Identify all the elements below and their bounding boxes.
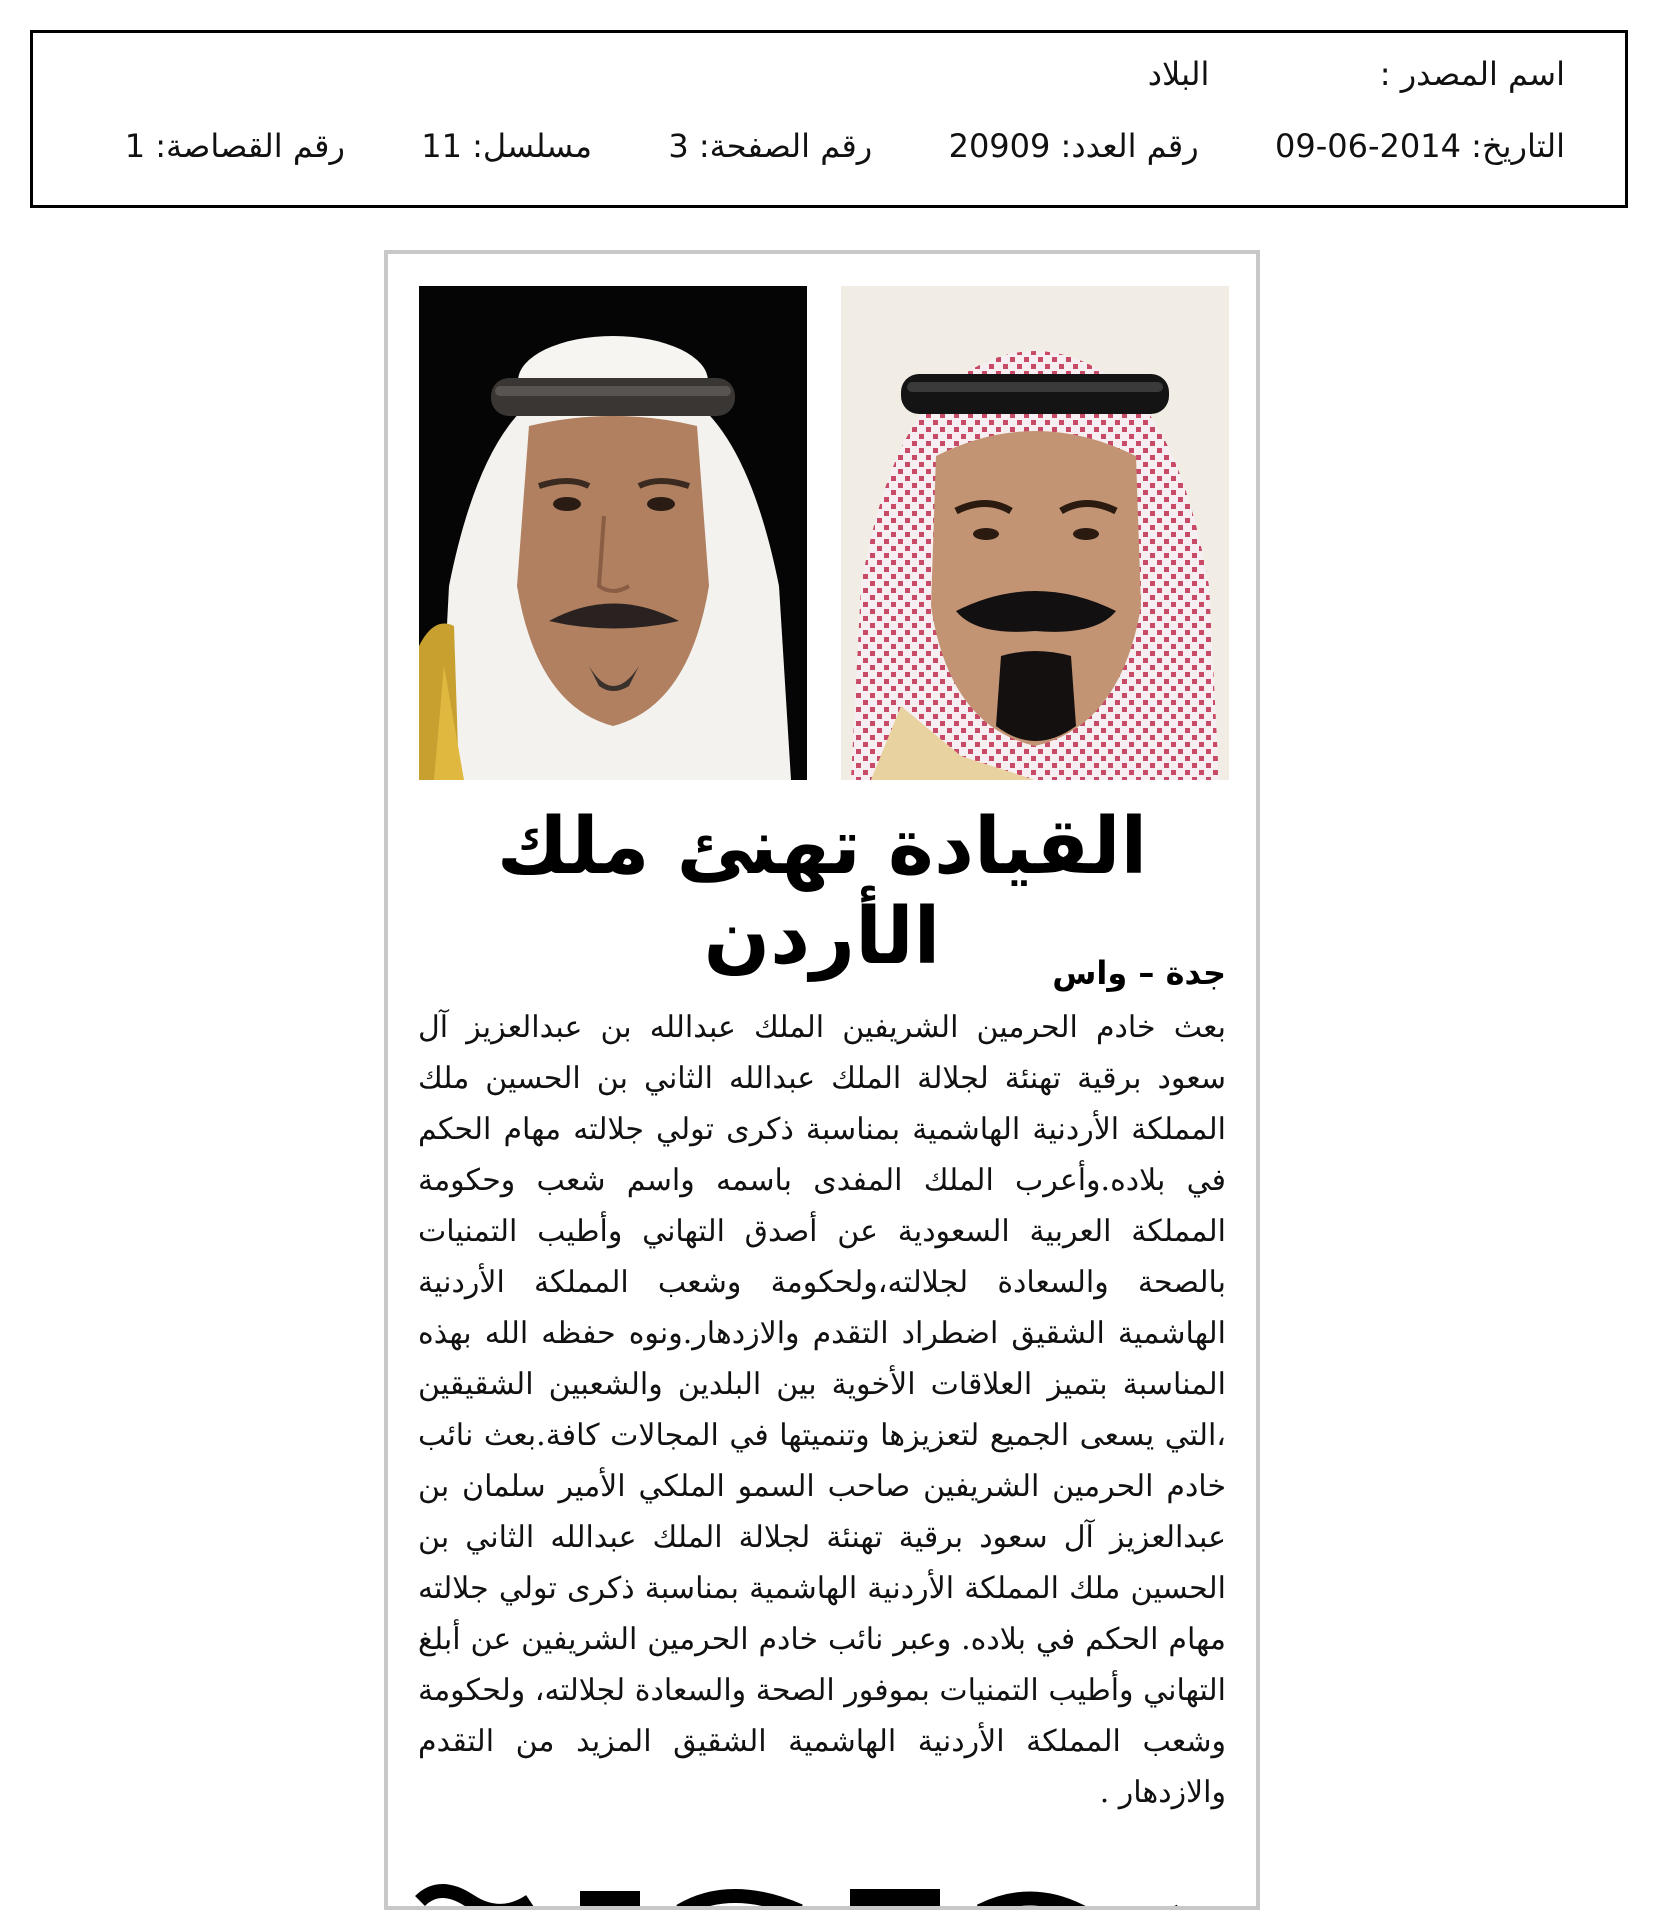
article-headline: القيادة تهنئ ملك الأردن xyxy=(496,802,1148,982)
serial-field: مسلسل: 11 xyxy=(421,127,592,165)
source-label: اسم المصدر : xyxy=(1379,55,1565,93)
date-field: التاريخ: 2014-06-09 xyxy=(1275,127,1565,165)
clipping-metadata-box xyxy=(30,30,1628,208)
source-value: البلاد xyxy=(1147,55,1210,93)
newspaper-clipping xyxy=(384,250,1260,1910)
portrait-photo-right xyxy=(841,286,1229,780)
article-body: بعث خادم الحرمين الشريفين الملك عبدالله بن عبدالعزيز آل سعود برقية تهنئة لجلالة الملك عبدالله الثاني بن الحسين ملك المملكة الأردنية الهاشمية بمناسبة ذكرى تولي جلالته مهام الحكم في بلاده.وأعرب الملك المفدى باسمه واسم شعب وحكومة المملكة العربية السعودية عن أصدق التهاني وأطيب التمنيات بالصحة والسعادة لجلالته،ولحكومة وشعب المملكة الأردنية الهاشمية الشقيق اضطراد التقدم والازدهار.ونوه حفظه الله بهذه المناسبة بتميز العلاقات الأخوية بين البلدين والشعبين الشقيقين ،التي يسعى الجميع لتعزيزها وتنميتها في المجالات كافة.بعث نائب خادم الحرمين الشريفين صاحب السمو الملكي الأمير سلمان بن عبدالعزيز آل سعود برقية تهنئة لجلالة الملك عبدالله الثاني بن الحسين ملك المملكة الأردنية الهاشمية بمناسبة ذكرى تولي جلالته مهام الحكم في بلاده. وعبر نائب خادم الحرمين الشريفين عن أبلغ التهاني وأطيب التمنيات بموفور الصحة والسعادة لجلالته، ولحكومة وشعب المملكة الأردنية الهاشمية الشقيق المزيد من التقدم والازدهار . xyxy=(418,1010,1226,1810)
cut-off-next-headline xyxy=(388,1858,1256,1910)
details-row xyxy=(125,127,1565,165)
article-dateline: جدة – واس xyxy=(1052,954,1226,992)
source-row xyxy=(1148,55,1565,93)
portrait-photo-left xyxy=(419,286,807,780)
page-number-field: رقم الصفحة: 3 xyxy=(668,127,873,165)
issue-number-field: رقم العدد: 20909 xyxy=(948,127,1199,165)
clip-number-field: رقم القصاصة: 1 xyxy=(124,127,345,165)
